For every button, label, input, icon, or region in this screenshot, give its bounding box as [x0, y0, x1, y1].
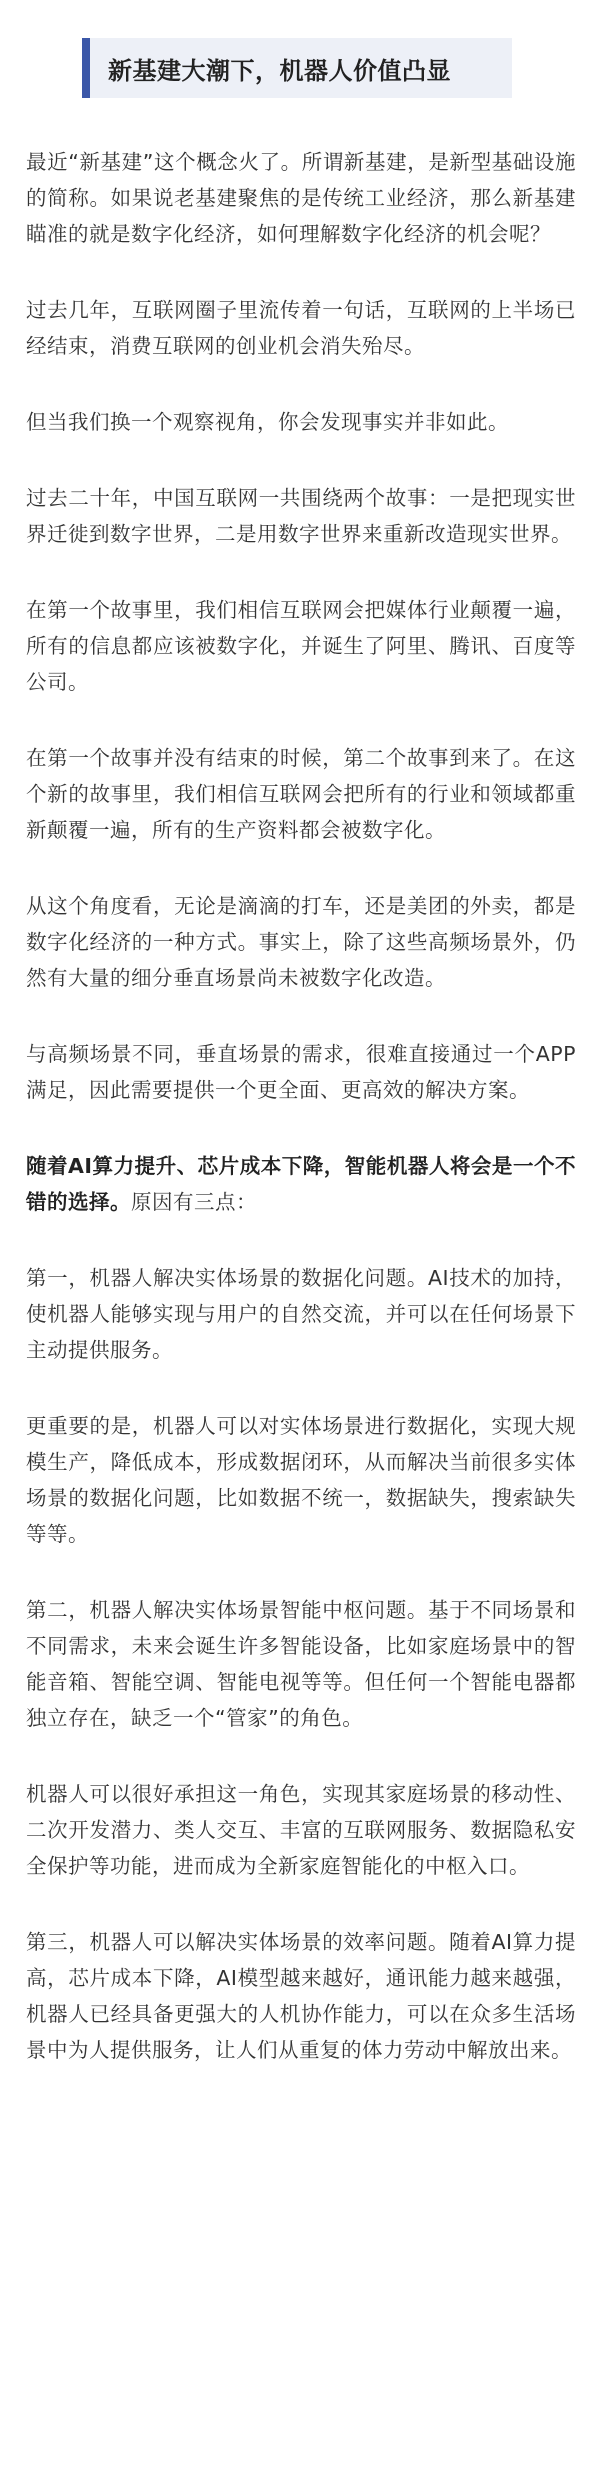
paragraph-reason-one: 第一，机器人解决实体场景的数据化问题。AI技术的加持，使机器人能够实现与用户的自然交流，并可以在任何场景下主动提供服务。 — [26, 1266, 576, 1362]
section-title: 新基建大潮下，机器人价值凸显 — [108, 56, 451, 85]
paragraph-vertical-scenes: 与高频场景不同，垂直场景的需求，很难直接通过一个APP满足，因此需要提供一个更全面、更高效的解决方案。 — [26, 1042, 576, 1102]
paragraph-two-stories: 过去二十年，中国互联网一共围绕两个故事：一是把现实世界迁徙到数字世界，二是用数字世界来重新改造现实世界。 — [26, 486, 576, 546]
robot-choice-reasons-lead: 原因有三点： — [131, 1190, 257, 1214]
paragraph-new-perspective: 但当我们换一个观察视角，你会发现事实并非如此。 — [26, 410, 509, 434]
paragraph-second-story: 在第一个故事并没有结束的时候，第二个故事到来了。在这个新的故事里，我们相信互联网会把所有的行业和领域都重新颠覆一遍，所有的生产资料都会被数字化。 — [26, 746, 576, 842]
paragraph-robot-choice — [26, 1148, 576, 1220]
paragraph-reason-two: 第二，机器人解决实体场景智能中枢问题。基于不同场景和不同需求，未来会诞生许多智能设备，比如家庭场景中的智能音箱、智能空调、智能电视等等。但任何一个智能电器都独立存在，缺乏一个“管家”的角色。 — [26, 1598, 576, 1730]
paragraph-home-hub: 机器人可以很好承担这一角色，实现其家庭场景的移动性、二次开发潜力、类人交互、丰富的互联网服务、数据隐私安全保护等功能，进而成为全新家庭智能化的中枢入口。 — [26, 1782, 576, 1878]
paragraph-past-years: 过去几年，互联网圈子里流传着一句话，互联网的上半场已经结束，消费互联网的创业机会消失殆尽。 — [26, 298, 576, 358]
paragraph-first-story: 在第一个故事里，我们相信互联网会把媒体行业颠覆一遍，所有的信息都应该被数字化，并诞生了阿里、腾讯、百度等公司。 — [26, 598, 576, 694]
section-title-box — [82, 38, 512, 98]
paragraph-intro: 最近“新基建”这个概念火了。所谓新基建，是新型基础设施的简称。如果说老基建聚焦的是传统工业经济，那么新基建瞄准的就是数字化经济，如何理解数字化经济的机会呢？ — [26, 150, 576, 246]
article-body — [26, 144, 576, 2108]
paragraph-reason-three: 第三，机器人可以解决实体场景的效率问题。随着AI算力提高，芯片成本下降，AI模型越来越好，通讯能力越来越强，机器人已经具备更强大的人机协作能力，可以在众多生活场景中为人提供服务，让人们从重复的体力劳动中解放出来。 — [26, 1930, 576, 2062]
paragraph-digital-economy: 从这个角度看，无论是滴滴的打车，还是美团的外卖，都是数字化经济的一种方式。事实上，除了这些高频场景外，仍然有大量的细分垂直场景尚未被数字化改造。 — [26, 894, 576, 990]
paragraph-data-closure: 更重要的是，机器人可以对实体场景进行数据化，实现大规模生产，降低成本，形成数据闭环，从而解决当前很多实体场景的数据化问题，比如数据不统一，数据缺失，搜索缺失等等。 — [26, 1414, 576, 1546]
robot-choice-emphasis: 随着AI算力提升、芯片成本下降，智能机器人将会是一个不错的选择。 — [26, 1154, 576, 1214]
